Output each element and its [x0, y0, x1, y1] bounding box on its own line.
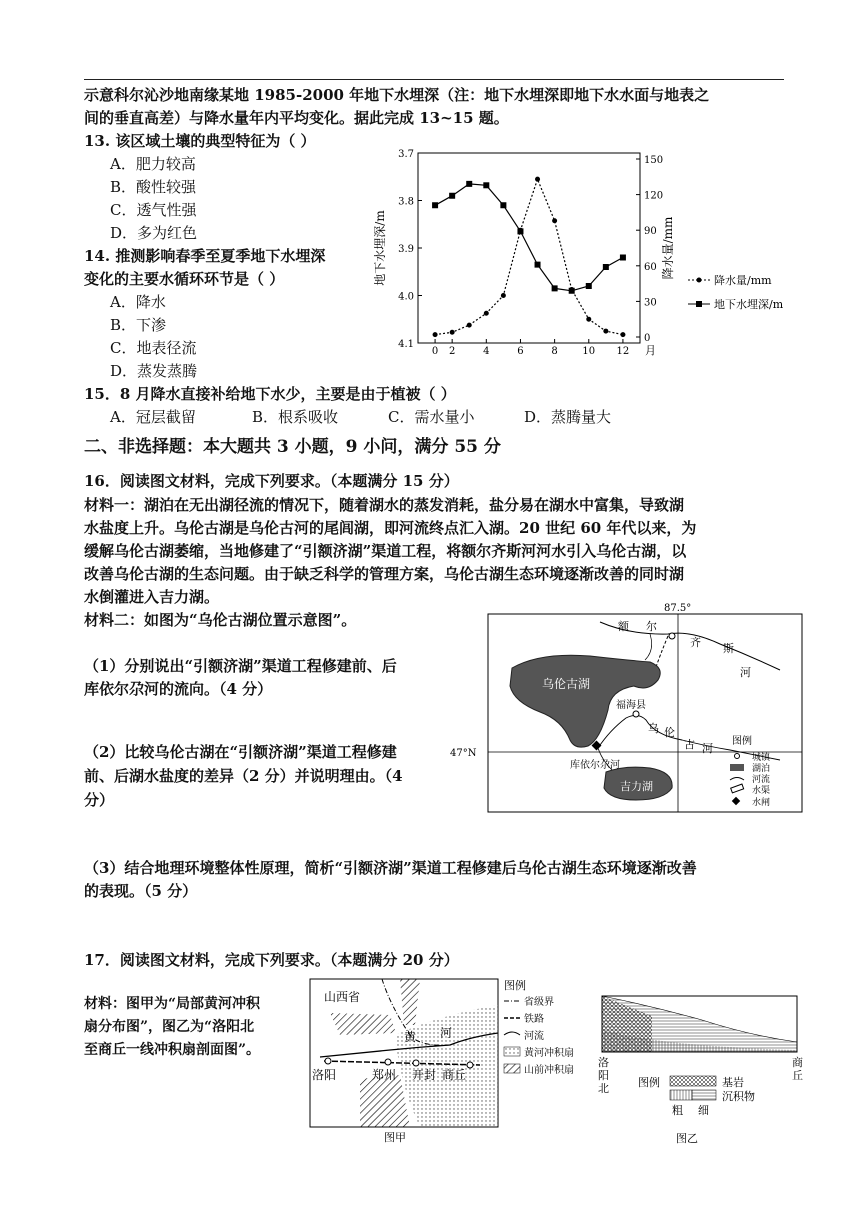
mapA-city-kaifeng: 开封	[412, 1068, 437, 1082]
map16-river-n-1: 额	[618, 620, 629, 633]
y-left-tick-label: 3.7	[398, 149, 414, 160]
profile-caption: 图乙	[676, 1132, 698, 1145]
q16-material1-line4: 改善乌伦古湖的生态问题。由于缺乏科学的管理方案，乌伦古湖生态环境逐渐改善的同时湖	[84, 565, 685, 583]
intro-line-1: 示意科尔沁沙地南缘某地 1985-2000 年地下水埋深（注：地下水埋深即地下水水面与地表之	[84, 86, 710, 104]
groundwater-point	[586, 283, 592, 289]
mapA-province: 山西省	[324, 990, 361, 1004]
mapA-river-1: 黄	[404, 1030, 417, 1044]
groundwater-point	[552, 285, 558, 291]
q13-option-c: C．透气性强	[110, 201, 197, 219]
q16-material1-line2: 水盐度上升。乌伦古湖是乌伦古河的尾闾湖，即河流终点汇入湖。20 世纪 60 年代以来，为	[84, 519, 697, 537]
profile-coarse: 粗	[672, 1104, 683, 1117]
map16-river-n-3: 齐	[690, 636, 701, 649]
groundwater-point	[432, 202, 438, 208]
q16-part1-line2: 库依尔尕河的流向。（4 分）	[84, 680, 273, 698]
map16-legend-town: 城镇	[752, 753, 771, 763]
map16-town: 福海县	[616, 700, 646, 711]
mapA-legend-border: 省级界	[524, 997, 554, 1008]
groundwater-point	[620, 255, 626, 261]
map16-lat: 47°N	[450, 748, 477, 759]
map16-river-n-4: 斯	[723, 642, 734, 655]
map16-lon: 87.5°	[664, 603, 692, 614]
q16-part2-line1: （2）比较乌伦古湖在“引额济湖”渠道工程修建	[84, 743, 397, 761]
groundwater-point	[603, 264, 609, 270]
q17-material-line2: 扇分布图”，图乙为“洛阳北	[84, 1019, 255, 1035]
profile-left-2: 阳	[598, 1069, 609, 1082]
x-tick-label: 10	[582, 346, 596, 357]
q16-material1-line3: 缓解乌伦古湖萎缩，当地修建了“引额济湖”渠道工程，将额尔齐斯河河水引入乌伦古湖，以	[84, 542, 687, 560]
groundwater-point	[449, 193, 455, 199]
groundwater-point	[483, 182, 489, 188]
q13-option-d: D．多为红色	[110, 224, 198, 242]
top-rule	[84, 79, 784, 80]
map16-legend-sluice: 水闸	[752, 798, 771, 808]
map16-river-n-2: 尔	[646, 620, 657, 633]
y-left-label: 地下水埋深/m	[373, 210, 387, 286]
mapA-caption: 图甲	[384, 1131, 406, 1144]
town-icon	[669, 633, 675, 639]
mapA-legend-river: 河流	[524, 1031, 544, 1042]
map16-river-s-3: 古	[684, 738, 695, 751]
q14-option-a: A．降水	[110, 293, 166, 311]
x-unit-label: 月	[645, 344, 656, 357]
y-left-tick-label: 3.9	[398, 244, 414, 255]
mapA-river-2: 河	[440, 1026, 453, 1040]
profile-legend-bedrock: 基岩	[722, 1076, 744, 1089]
q15-option-b: B．根系吸收	[252, 408, 339, 426]
q14-option-c: C．地表径流	[110, 339, 197, 357]
precip-line	[435, 179, 623, 334]
mapA-legend-yellowfan: 黄河冲积扇	[524, 1048, 574, 1059]
q16-part3-line2: 的表现。（5 分）	[84, 882, 198, 900]
q17-material-line1: 材料：图甲为“局部黄河冲积	[84, 996, 261, 1012]
map16-lake2: 吉力湖	[620, 780, 653, 793]
q13-option-a: A．肥力较高	[110, 155, 196, 173]
q16-material1-line1: 材料一：湖泊在无出湖径流的情况下，随着湖水的蒸发消耗，盐分易在湖水中富集，导致湖	[84, 496, 685, 514]
precip-point	[450, 330, 455, 335]
precip-point	[603, 329, 608, 334]
mapA-city-zhengzhou: 郑州	[372, 1068, 397, 1082]
alluvial-fan-map	[300, 975, 590, 1145]
groundwater-point	[466, 181, 472, 187]
mapA-city-luoyang: 洛阳	[312, 1068, 337, 1082]
x-tick-label: 6	[517, 346, 524, 357]
q16-part2-line3: 分）	[84, 791, 115, 809]
legend-precip: 降水量/mm	[714, 274, 772, 287]
mapA-legend-mountainfan: 山前冲积扇	[524, 1065, 574, 1076]
precip-point	[535, 177, 540, 182]
wulungu-lake-map	[450, 600, 810, 815]
y-right-tick-label: 60	[644, 261, 657, 273]
y-right-tick-label: 30	[644, 297, 657, 309]
precip-point	[433, 332, 438, 337]
legend-groundwater: 地下水埋深/m	[714, 298, 784, 311]
map16-legend-canal: 水渠	[752, 786, 771, 796]
map16-legend-lake: 湖泊	[752, 764, 771, 774]
map16-river-k: 库依尔尕河	[570, 760, 620, 771]
profile-right-1: 商	[792, 1056, 803, 1069]
map16-lake1: 乌伦古湖	[542, 677, 591, 691]
q16-part1-line1: （1）分别说出“引额济湖”渠道工程修建前、后	[84, 657, 397, 675]
y-right-tick-label: 0	[644, 333, 651, 344]
y-left-tick-label: 4.1	[398, 339, 414, 350]
q16-material2: 材料二：如图为“乌伦古湖位置示意图”。	[84, 611, 357, 629]
q14-stem-2: 变化的主要水循环环节是（ ）	[84, 270, 285, 288]
precip-point	[552, 218, 557, 223]
q17-stem: 17．阅读图文材料，完成下列要求。（本题满分 20 分）	[84, 951, 459, 969]
profile-legend-title: 图例	[638, 1076, 660, 1089]
map16-river-n-5: 河	[740, 666, 751, 679]
x-tick-label: 4	[483, 346, 490, 357]
alluvial-fan-profile	[592, 990, 812, 1150]
groundwater-line	[435, 184, 623, 291]
y-left-tick-label: 4.0	[398, 291, 414, 303]
q14-option-d: D．蒸发蒸腾	[110, 362, 198, 380]
q16-stem: 16．阅读图文材料，完成下列要求。（本题满分 15 分）	[84, 472, 459, 490]
q16-material1-line5: 水倒灌进入吉力湖。	[84, 588, 220, 606]
groundwater-precipitation-chart	[370, 145, 800, 365]
x-tick-label: 12	[616, 346, 630, 357]
precip-point	[501, 293, 506, 298]
q17-material-line3: 至商丘一线冲积扇剖面图”。	[84, 1042, 261, 1058]
q15-option-c: C．需水量小	[388, 408, 475, 426]
groundwater-point	[569, 288, 575, 294]
profile-fine: 细	[698, 1104, 709, 1117]
map16-river-s-2: 伦	[664, 726, 675, 739]
q15-stem: 15．8 月降水直接补给地下水少，主要是由于植被（ ）	[84, 385, 456, 403]
groundwater-point	[535, 262, 541, 268]
q13-option-b: B．酸性较强	[110, 178, 197, 196]
map16-river-s-4: 河	[702, 742, 713, 755]
precip-point	[586, 317, 591, 322]
profile-legend-sediment: 沉积物	[722, 1090, 755, 1103]
q15-option-a: A．冠层截留	[110, 408, 196, 426]
x-tick-label: 0	[431, 346, 439, 357]
y-right-tick-label: 120	[644, 190, 664, 202]
y-left-tick-label: 3.8	[398, 196, 414, 208]
y-right-label: 降水量/mm	[661, 216, 675, 280]
x-tick-label: 8	[551, 346, 558, 357]
map16-legend-title: 图例	[732, 736, 752, 747]
precip-point	[484, 311, 489, 316]
y-right-tick-label: 90	[644, 226, 657, 238]
intro-line-2: 间的垂直高差）与降水量年内平均变化。据此完成 13~15 题。	[84, 109, 509, 127]
q16-part2-line2: 前、后湖水盐度的差异（2 分）并说明理由。（4	[84, 767, 403, 785]
groundwater-point	[517, 228, 523, 234]
profile-left-1: 洛	[598, 1056, 609, 1069]
mapA-legend-rail: 铁路	[524, 1014, 544, 1025]
x-tick-label: 2	[448, 346, 456, 357]
groundwater-point	[500, 202, 506, 208]
profile-right-2: 丘	[792, 1069, 803, 1082]
y-right-tick-label: 150	[644, 155, 664, 166]
precip-point	[467, 323, 472, 328]
profile-left-3: 北	[598, 1082, 609, 1095]
map16-legend-river: 河流	[752, 775, 771, 785]
map16-river-s-1: 乌	[648, 722, 659, 735]
q14-option-b: B．下渗	[110, 316, 167, 334]
section2-heading: 二、非选择题：本大题共 3 小题，9 小问，满分 55 分	[84, 437, 501, 457]
mapA-legend-title: 图例	[504, 979, 526, 992]
q16-part3-line1: （3）结合地理环境整体性原理，简析“引额济湖”渠道工程修建后乌伦古湖生态环境逐渐改善	[84, 859, 697, 877]
precip-point	[620, 332, 625, 337]
mapA-city-shangqiu: 商丘	[442, 1068, 467, 1082]
q14-stem-1: 14. 推测影响春季至夏季地下水埋深	[84, 247, 326, 265]
q13-stem: 13. 该区域土壤的典型特征为（ ）	[84, 132, 316, 150]
q15-option-d: D．蒸腾量大	[524, 408, 612, 426]
